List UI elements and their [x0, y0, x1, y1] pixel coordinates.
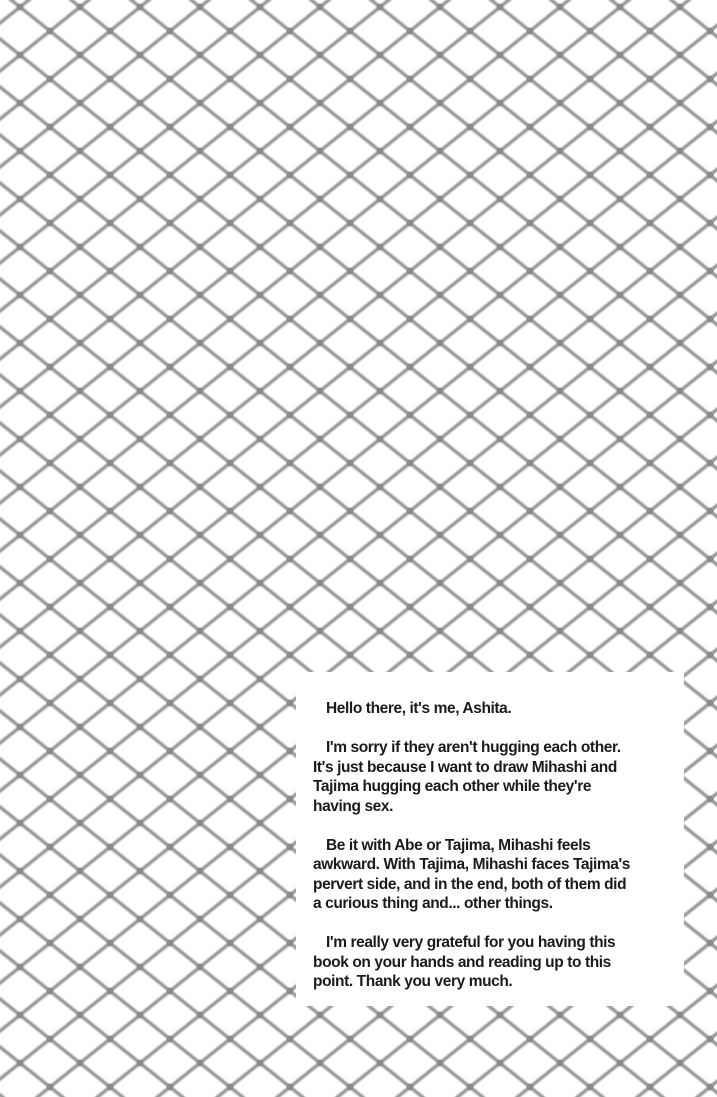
text-line: It's just because I want to draw Mihashi and	[313, 758, 617, 776]
afterword-paragraph-characters	[313, 836, 684, 914]
text-line: I'm really very grateful for you having this	[326, 934, 616, 951]
afterword-text-box	[296, 672, 684, 1006]
text-line: point. Thank you very much.	[313, 973, 513, 990]
afterword-text	[313, 699, 684, 992]
text-line: a curious thing and... other things.	[313, 895, 553, 912]
text-line: awkward. With Tajima, Mihashi faces Tajima's	[313, 856, 631, 873]
text-line: Be it with Abe or Tajima, Mihashi feels	[326, 836, 591, 854]
text-line: pervert side, and in the end, both of them did	[313, 875, 627, 893]
text-line: I'm sorry if they aren't hugging each other.	[326, 739, 621, 756]
text-line: having sex.	[313, 797, 394, 815]
afterword-paragraph-greeting	[313, 699, 684, 719]
text-line: Hello there, it's me, Ashita.	[326, 700, 512, 717]
text-line: Tajima hugging each other while they're	[313, 778, 592, 795]
afterword-paragraph-thanks	[313, 933, 684, 992]
text-line: book on your hands and reading up to this	[313, 953, 611, 971]
afterword-paragraph-apology	[313, 738, 684, 816]
